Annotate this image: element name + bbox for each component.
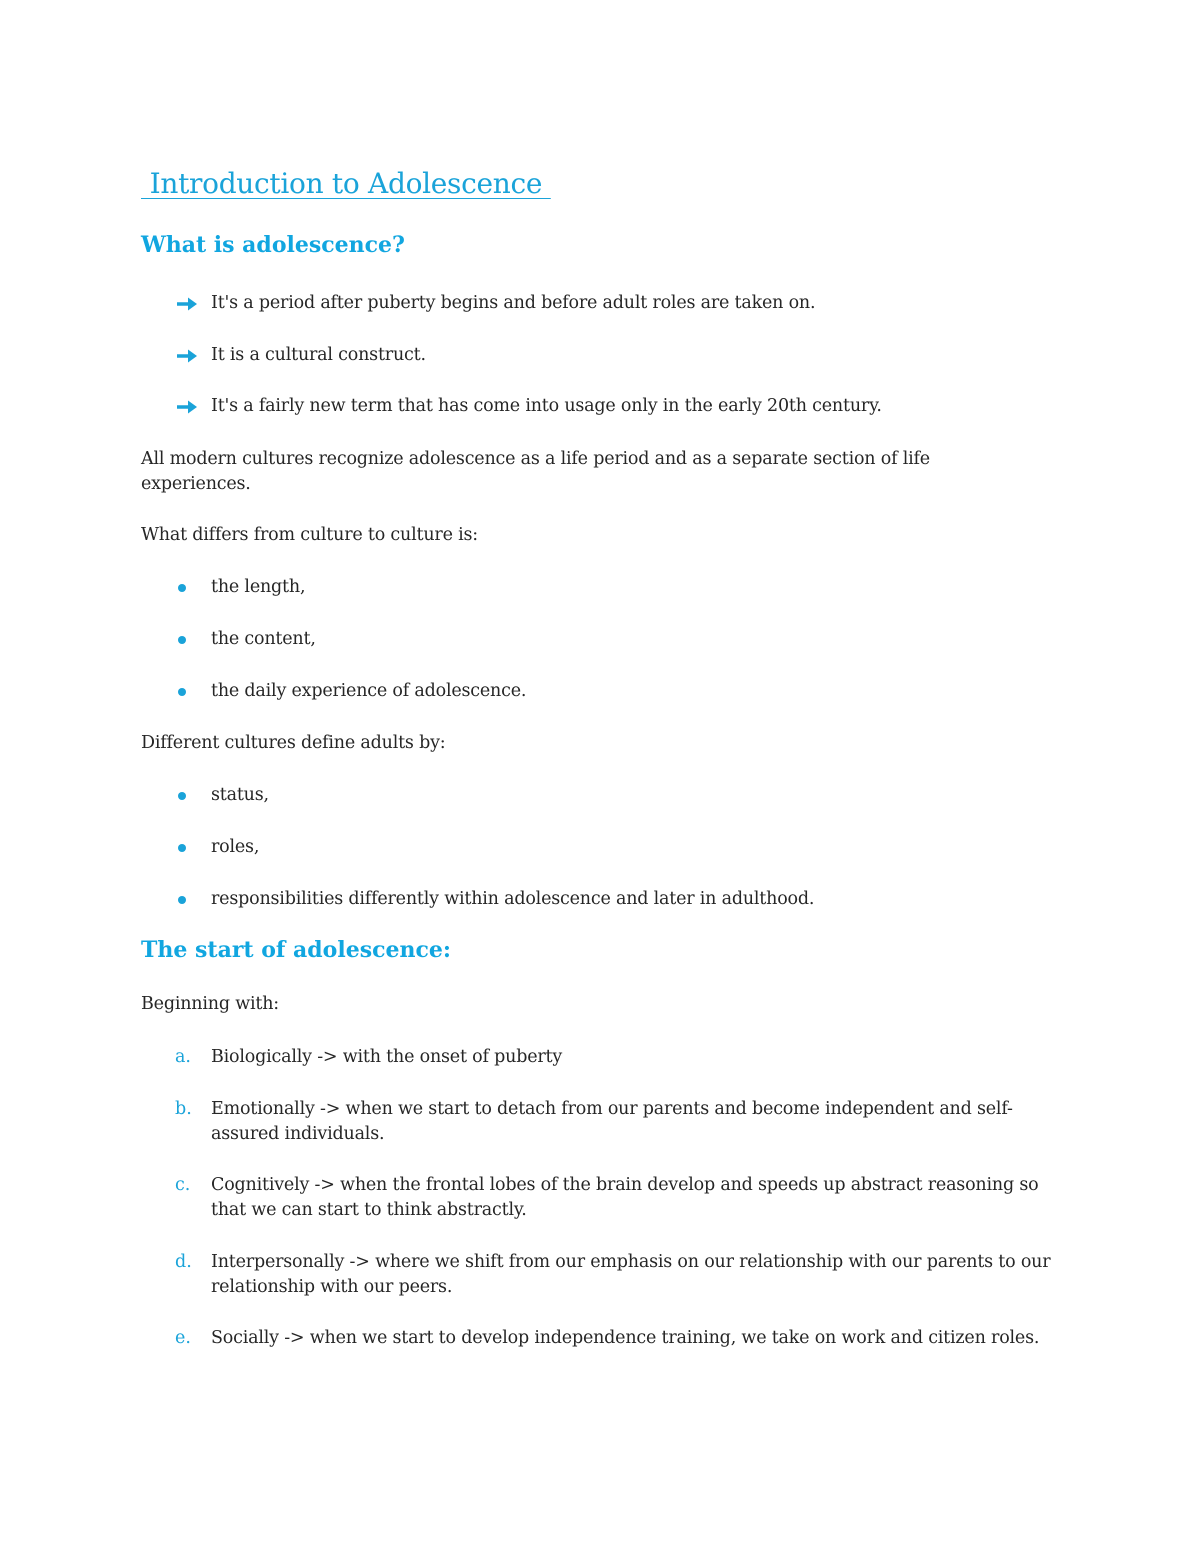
lettered-list-item: Cognitively -> when the frontal lobes of the brain develop and speeds up abstract reasoning so that we can start to think abstractly. <box>211 1175 1039 1220</box>
bullet-dot-icon <box>178 584 186 592</box>
bullet-list-item: roles, <box>211 837 260 857</box>
bullet-dot-icon <box>178 688 186 696</box>
list-letter: c. <box>175 1175 191 1195</box>
paragraph-modern-cultures: All modern cultures recognize adolescence as a life period and as a separate section of life experiences. <box>141 449 930 494</box>
right-arrow-icon <box>176 399 198 415</box>
paragraph-different-cultures: Different cultures define adults by: <box>141 733 446 753</box>
right-arrow-icon <box>176 296 198 312</box>
lettered-list-item: Interpersonally -> where we shift from our emphasis on our relationship with our parents to our relationship with our peers. <box>211 1252 1051 1297</box>
bullet-list-item: the length, <box>211 577 306 597</box>
arrow-list-item: It's a fairly new term that has come into usage only in the early 20th century. <box>211 396 882 416</box>
bullet-dot-icon <box>178 844 186 852</box>
right-arrow-icon <box>176 348 198 364</box>
lettered-list-item: Socially -> when we start to develop independence training, we take on work and citizen roles. <box>211 1328 1040 1348</box>
bullet-list-item: the content, <box>211 629 316 649</box>
bullet-dot-icon <box>178 792 186 800</box>
list-letter: b. <box>175 1099 192 1119</box>
bullet-list-item: the daily experience of adolescence. <box>211 681 527 701</box>
lettered-list-item: Emotionally -> when we start to detach from our parents and become independent and self-assured individuals. <box>211 1099 1013 1144</box>
bullet-list-item: responsibilities differently within adolescence and later in adulthood. <box>211 889 815 909</box>
paragraph-beginning-with: Beginning with: <box>141 994 279 1014</box>
bullet-dot-icon <box>178 896 186 904</box>
list-letter: d. <box>175 1252 192 1272</box>
bullet-dot-icon <box>178 636 186 644</box>
bullet-list-item: status, <box>211 785 269 805</box>
list-letter: e. <box>175 1328 191 1348</box>
document-title: Introduction to Adolescence <box>141 167 551 200</box>
list-letter: a. <box>175 1047 191 1067</box>
arrow-list-item: It is a cultural construct. <box>211 345 426 365</box>
section-heading-start-of-adolescence: The start of adolescence: <box>141 937 451 963</box>
arrow-list-item: It's a period after puberty begins and before adult roles are taken on. <box>211 293 816 313</box>
lettered-list-item: Biologically -> with the onset of puberty <box>211 1047 563 1067</box>
paragraph-what-differs: What differs from culture to culture is: <box>141 525 478 545</box>
section-heading-what-is-adolescence: What is adolescence? <box>141 232 405 258</box>
